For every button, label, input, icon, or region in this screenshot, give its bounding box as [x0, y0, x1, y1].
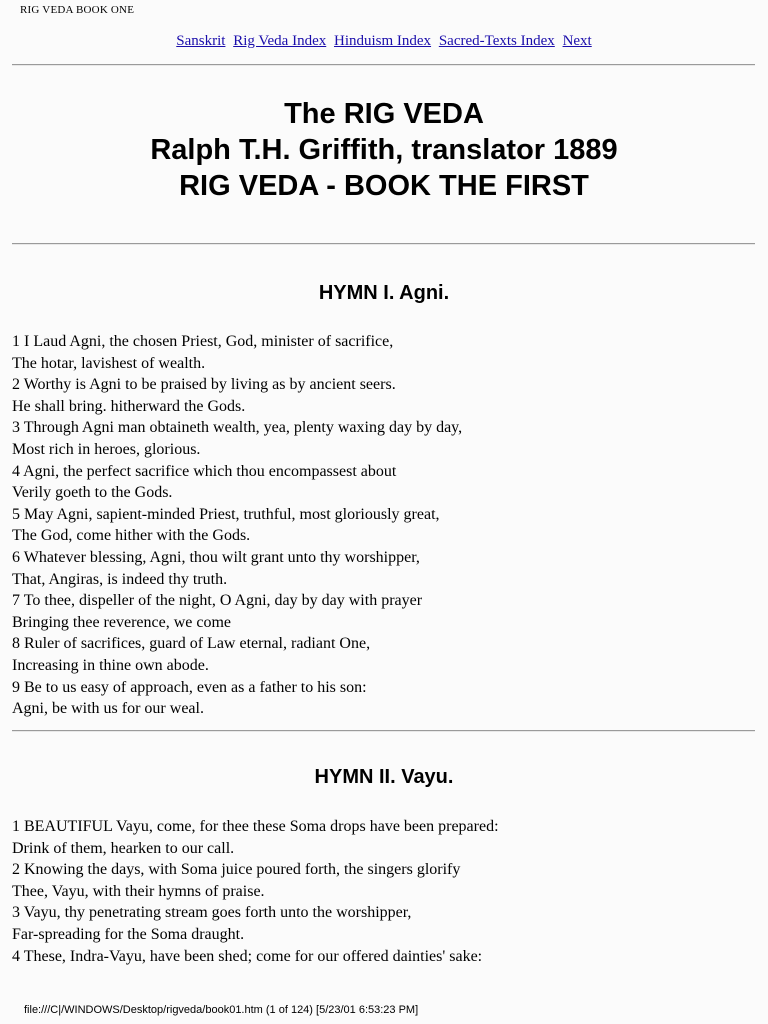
- verse-line: The hotar, lavishest of wealth.: [12, 354, 206, 372]
- verse-line: 8 Ruler of sacrifices, guard of Law eternal, radiant One,: [12, 635, 371, 653]
- verse-line: 1 BEAUTIFUL Vayu, come, for thee these Soma drops have been prepared:: [12, 818, 499, 835]
- hymn-2-verses: [12, 816, 499, 967]
- verse-line: 2 Knowing the days, with Soma juice poured forth, the singers glorify: [12, 861, 461, 879]
- verse-line: 5 May Agni, sapient-minded Priest, truthful, most gloriously great,: [12, 505, 440, 523]
- verse-line: 9 Be to us easy of approach, even as a father to his son:: [12, 678, 367, 696]
- verse-line: 4 These, Indra-Vayu, have been shed; come for our offered dainties' sake:: [12, 947, 483, 965]
- verse-line: 2 Worthy is Agni to be praised by living as by ancient seers.: [12, 376, 396, 394]
- hymn-1-verses: [12, 331, 462, 720]
- hymn-2-heading: HYMN II. Vayu.: [314, 766, 454, 788]
- verse-line: 6 Whatever blessing, Agni, thou wilt grant unto thy worshipper,: [12, 548, 420, 566]
- hymn-1-heading: HYMN I. Agni.: [318, 282, 450, 304]
- title-line-2: Ralph T.H. Griffith, translator 1889: [150, 134, 618, 166]
- nav-link-sanskrit[interactable]: Sanskrit: [176, 33, 226, 49]
- nav-bar: [0, 33, 768, 50]
- verse-line: Far-spreading for the Soma draught.: [12, 925, 245, 943]
- verse-line: 3 Through Agni man obtaineth wealth, yea, plenty waxing day by day,: [12, 419, 463, 437]
- running-page-title: RIG VEDA BOOK ONE: [20, 4, 135, 16]
- title-line-3: RIG VEDA - BOOK THE FIRST: [179, 170, 589, 202]
- nav-link-sacred-texts-index[interactable]: Sacred-Texts Index: [438, 33, 555, 49]
- verse-line: 7 To thee, dispeller of the night, O Agni, day by day with prayer: [12, 592, 423, 610]
- verse-line: He shall bring. hitherward the Gods.: [12, 397, 246, 415]
- page-title: [0, 96, 768, 204]
- divider-title: [12, 243, 755, 245]
- verse-line: Increasing in thine own abode.: [12, 656, 209, 674]
- verse-line: Agni, be with us for our weal.: [12, 700, 204, 718]
- verse-line: Verily goeth to the Gods.: [12, 484, 173, 502]
- verse-line: Thee, Vayu, with their hymns of praise.: [12, 882, 265, 900]
- nav-link-rig-veda-index[interactable]: Rig Veda Index: [233, 33, 327, 49]
- verse-line: The God, come hither with the Gods.: [12, 527, 251, 545]
- verse-line: Most rich in heroes, glorious.: [12, 440, 201, 458]
- nav-link-next[interactable]: Next: [562, 33, 592, 49]
- title-line-1: The RIG VEDA: [284, 98, 484, 130]
- nav-link-hinduism-index[interactable]: Hinduism Index: [333, 33, 432, 49]
- verse-line: 1 I Laud Agni, the chosen Priest, God, minister of sacrifice,: [12, 333, 394, 350]
- verse-line: 3 Vayu, thy penetrating stream goes forth unto the worshipper,: [12, 904, 412, 922]
- verse-line: Drink of them, hearken to our call.: [12, 839, 235, 857]
- divider-top: [12, 64, 755, 66]
- verse-line: 4 Agni, the perfect sacrifice which thou encompassest about: [12, 462, 397, 480]
- file-path-footer: file:///C|/WINDOWS/Desktop/rigveda/book01.htm (1 of 124) [5/23/01 6:53:23 PM]: [24, 1004, 419, 1016]
- verse-line: Bringing thee reverence, we come: [12, 613, 232, 631]
- divider-hymn: [12, 730, 755, 732]
- verse-line: That, Angiras, is indeed thy truth.: [12, 570, 228, 588]
